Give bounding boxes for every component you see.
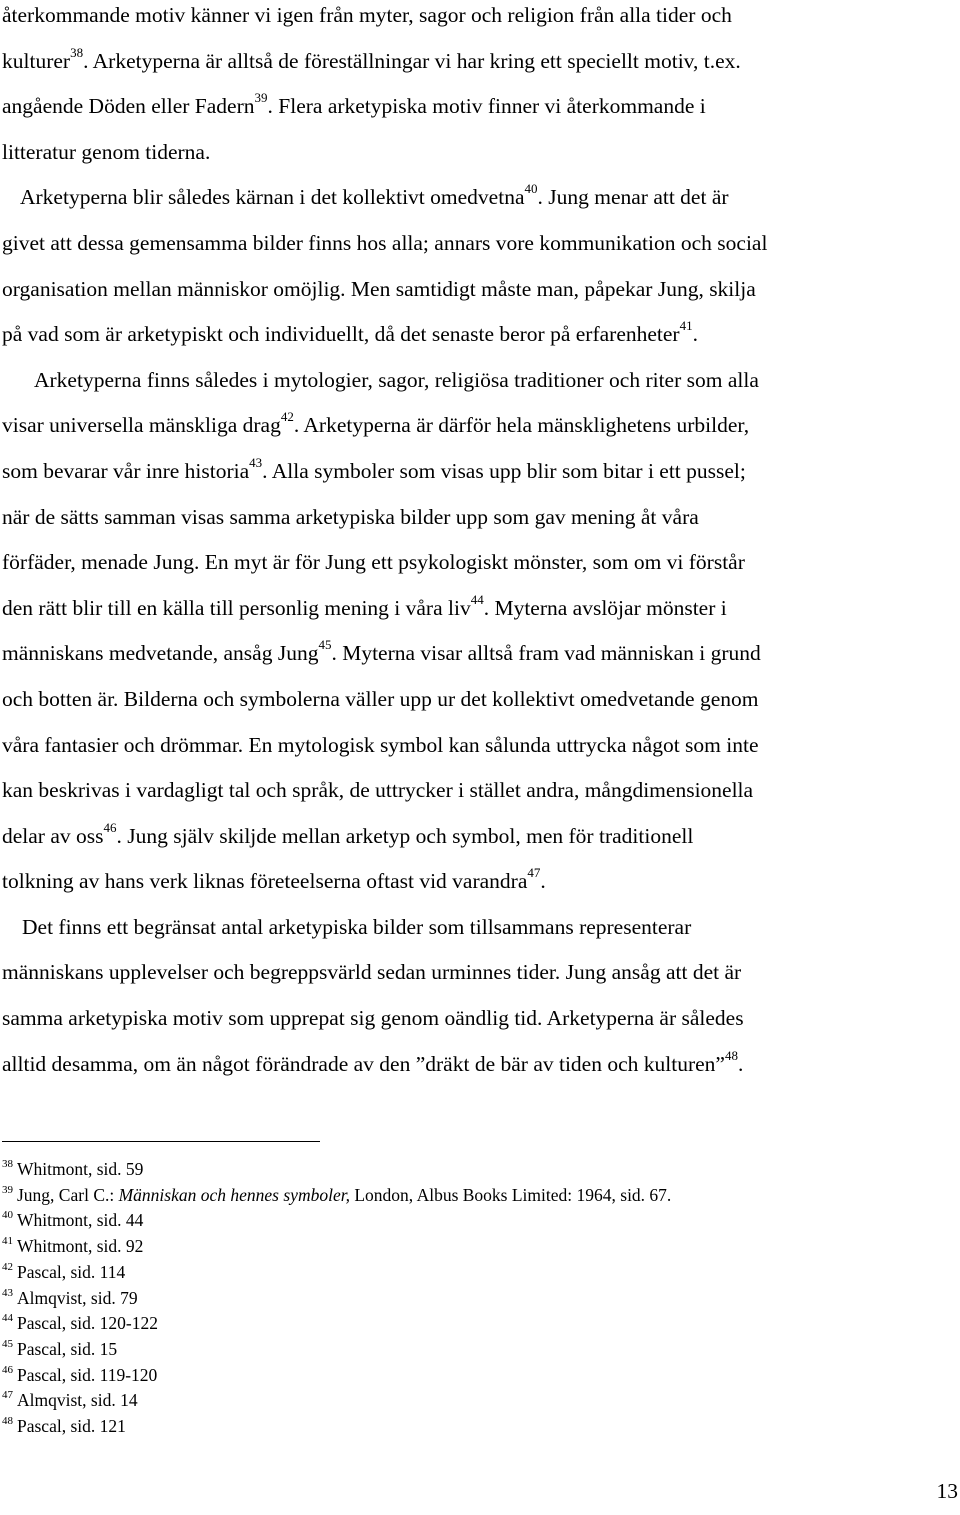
body-line xyxy=(2,905,942,951)
text-run: tolkning av hans verk liknas företeelserna oftast vid varandra xyxy=(2,869,528,894)
footnote-reference: 38 xyxy=(70,44,84,60)
body-line xyxy=(2,495,942,541)
body-line xyxy=(2,358,942,404)
text-run: människans upplevelser och begreppsvärld sedan urminnes tider. Jung ansåg att det är xyxy=(2,960,742,985)
footnote-title: Människan och hennes symboler, xyxy=(118,1184,350,1205)
body-line xyxy=(2,39,942,85)
body-line xyxy=(2,221,942,267)
text-run: . xyxy=(737,1051,744,1076)
body-line xyxy=(2,677,942,723)
footnote xyxy=(2,1337,942,1363)
text-run: alltid desamma, om än något förändrade av den ”dräkt de bär av tiden och kulturen” xyxy=(2,1051,725,1076)
footnote-reference: 43 xyxy=(249,454,263,470)
footnote-number: 43 xyxy=(2,1286,13,1299)
text-run: . xyxy=(540,869,546,894)
body-line xyxy=(2,1042,942,1088)
footnote-divider xyxy=(2,1141,320,1142)
text-run: organisation mellan människor omöjlig. Men samtidigt måste man, påpekar Jung, skilja xyxy=(2,276,756,301)
text-run: Arketyperna finns således i mytologier, sagor, religiösa traditioner och riter som alla xyxy=(34,367,759,392)
body-line xyxy=(2,403,942,449)
text-run: kulturer xyxy=(2,48,71,73)
body-line xyxy=(2,175,942,221)
text-run: . Myterna visar alltså fram vad människan i grund xyxy=(331,641,761,666)
footnote-reference: 48 xyxy=(724,1047,738,1063)
footnote-text: Jung, Carl C.: xyxy=(17,1184,119,1205)
footnote-reference: 47 xyxy=(527,865,541,881)
footnote-text: Whitmont, sid. 44 xyxy=(17,1210,144,1231)
text-run: människans medvetande, ansåg Jung xyxy=(2,641,319,666)
footnote-text: Pascal, sid. 15 xyxy=(17,1338,118,1359)
footnote-reference: 41 xyxy=(679,318,693,334)
body-line xyxy=(2,449,942,495)
text-run: litteratur genom tiderna. xyxy=(2,139,211,164)
footnote xyxy=(2,1388,942,1414)
body-line xyxy=(2,950,942,996)
footnote-reference: 44 xyxy=(470,591,484,607)
text-run: . Arketyperna är därför hela mänsklighetens urbilder, xyxy=(293,413,750,438)
footnote xyxy=(2,1414,942,1440)
text-run: givet att dessa gemensamma bilder finns hos alla; annars vore kommunikation och social xyxy=(2,230,768,255)
text-run: . xyxy=(692,322,698,347)
text-run: kan beskrivas i vardagligt tal och språk, de uttrycker i stället andra, mångdimensionella xyxy=(2,778,754,803)
text-run: angående Döden eller Fadern xyxy=(2,94,255,119)
text-run: samma arketypiska motiv som upprepat sig genom oändlig tid. Arketyperna är således xyxy=(2,1006,744,1031)
footnote xyxy=(2,1363,942,1389)
text-run: på vad som är arketypiskt och individuellt, då det senaste beror på erfarenheter xyxy=(2,322,680,347)
footnote-text: Pascal, sid. 120-122 xyxy=(17,1313,158,1334)
body-line xyxy=(2,996,942,1042)
text-run: våra fantasier och drömmar. En mytologisk symbol kan sålunda uttrycka något som inte xyxy=(2,732,759,757)
footnote-number: 46 xyxy=(2,1363,13,1376)
footnote xyxy=(2,1234,942,1260)
body-line xyxy=(2,312,942,358)
footnote xyxy=(2,1286,942,1312)
footnote-text: Almqvist, sid. 14 xyxy=(17,1390,138,1411)
page-number: 13 xyxy=(936,1479,958,1503)
footnote-number: 48 xyxy=(2,1415,13,1428)
footnote-reference: 40 xyxy=(524,181,538,197)
footnote-text: Pascal, sid. 114 xyxy=(17,1261,126,1282)
footnote-text: London, Albus Books Limited: 1964, sid. 67. xyxy=(349,1184,672,1205)
body-text xyxy=(2,0,942,1087)
body-line xyxy=(2,631,942,677)
footnote-text: Almqvist, sid. 79 xyxy=(17,1287,138,1308)
footnote xyxy=(2,1311,942,1337)
footnote-text: Whitmont, sid. 59 xyxy=(17,1159,144,1179)
footnote-number: 47 xyxy=(2,1389,13,1402)
text-run: när de sätts samman visas samma arketypiska bilder upp som gav mening åt våra xyxy=(2,504,699,529)
footnote-reference: 39 xyxy=(254,90,268,106)
footnote-text: Whitmont, sid. 92 xyxy=(17,1236,144,1257)
body-line xyxy=(2,768,942,814)
footnote-number: 42 xyxy=(2,1260,13,1273)
text-run: den rätt blir till en källa till personlig mening i våra liv xyxy=(2,595,471,620)
body-line xyxy=(2,540,942,586)
text-run: Arketyperna blir således kärnan i det kollektivt omedvetna xyxy=(20,185,525,210)
footnote-number: 44 xyxy=(2,1312,13,1325)
body-line xyxy=(2,267,942,313)
text-run: . Jung menar att det är xyxy=(537,185,729,210)
text-run: . Alla symboler som visas upp blir som bitar i ett pussel; xyxy=(262,458,746,483)
text-run: . Flera arketypiska motiv finner vi återkommande i xyxy=(267,94,706,119)
text-run: förfäder, menade Jung. En myt är för Jung ett psykologiskt mönster, som om vi förstår xyxy=(2,550,745,575)
footnote-reference: 45 xyxy=(318,637,332,653)
body-line xyxy=(2,130,942,176)
body-line xyxy=(2,586,942,632)
footnote-number: 39 xyxy=(2,1183,13,1196)
text-run: delar av oss xyxy=(2,823,104,848)
text-run: . Arketyperna är alltså de föreställningar vi har kring ett speciellt motiv, t.ex. xyxy=(83,48,741,73)
text-run: återkommande motiv känner vi igen från myter, sagor och religion från alla tider och xyxy=(2,3,732,27)
footnote-number: 45 xyxy=(2,1337,13,1350)
footnote xyxy=(2,1208,942,1234)
footnote xyxy=(2,1183,942,1209)
text-run: . Myterna avslöjar mönster i xyxy=(483,595,727,620)
body-line xyxy=(2,723,942,769)
text-run: Det finns ett begränsat antal arketypiska bilder som tillsammans representerar xyxy=(22,914,692,939)
footnote xyxy=(2,1260,942,1286)
text-run: visar universella mänskliga drag xyxy=(2,413,281,438)
footnotes xyxy=(2,1157,942,1440)
footnote-reference: 42 xyxy=(280,409,294,425)
footnote-reference: 46 xyxy=(103,819,117,835)
body-line xyxy=(2,0,942,39)
body-line xyxy=(2,814,942,860)
text-run: och botten är. Bilderna och symbolerna väller upp ur det kollektivt omedvetande genom xyxy=(2,686,759,711)
footnote xyxy=(2,1157,942,1183)
text-run: som bevarar vår inre historia xyxy=(2,458,250,483)
footnote-text: Pascal, sid. 121 xyxy=(17,1416,126,1437)
footnote-number: 40 xyxy=(2,1209,13,1222)
body-line xyxy=(2,84,942,130)
footnote-number: 41 xyxy=(2,1235,13,1248)
footnote-number: 38 xyxy=(2,1158,13,1170)
text-run: . Jung själv skiljde mellan arketyp och symbol, men för traditionell xyxy=(116,823,694,848)
body-line xyxy=(2,859,942,905)
footnote-text: Pascal, sid. 119-120 xyxy=(17,1364,158,1385)
